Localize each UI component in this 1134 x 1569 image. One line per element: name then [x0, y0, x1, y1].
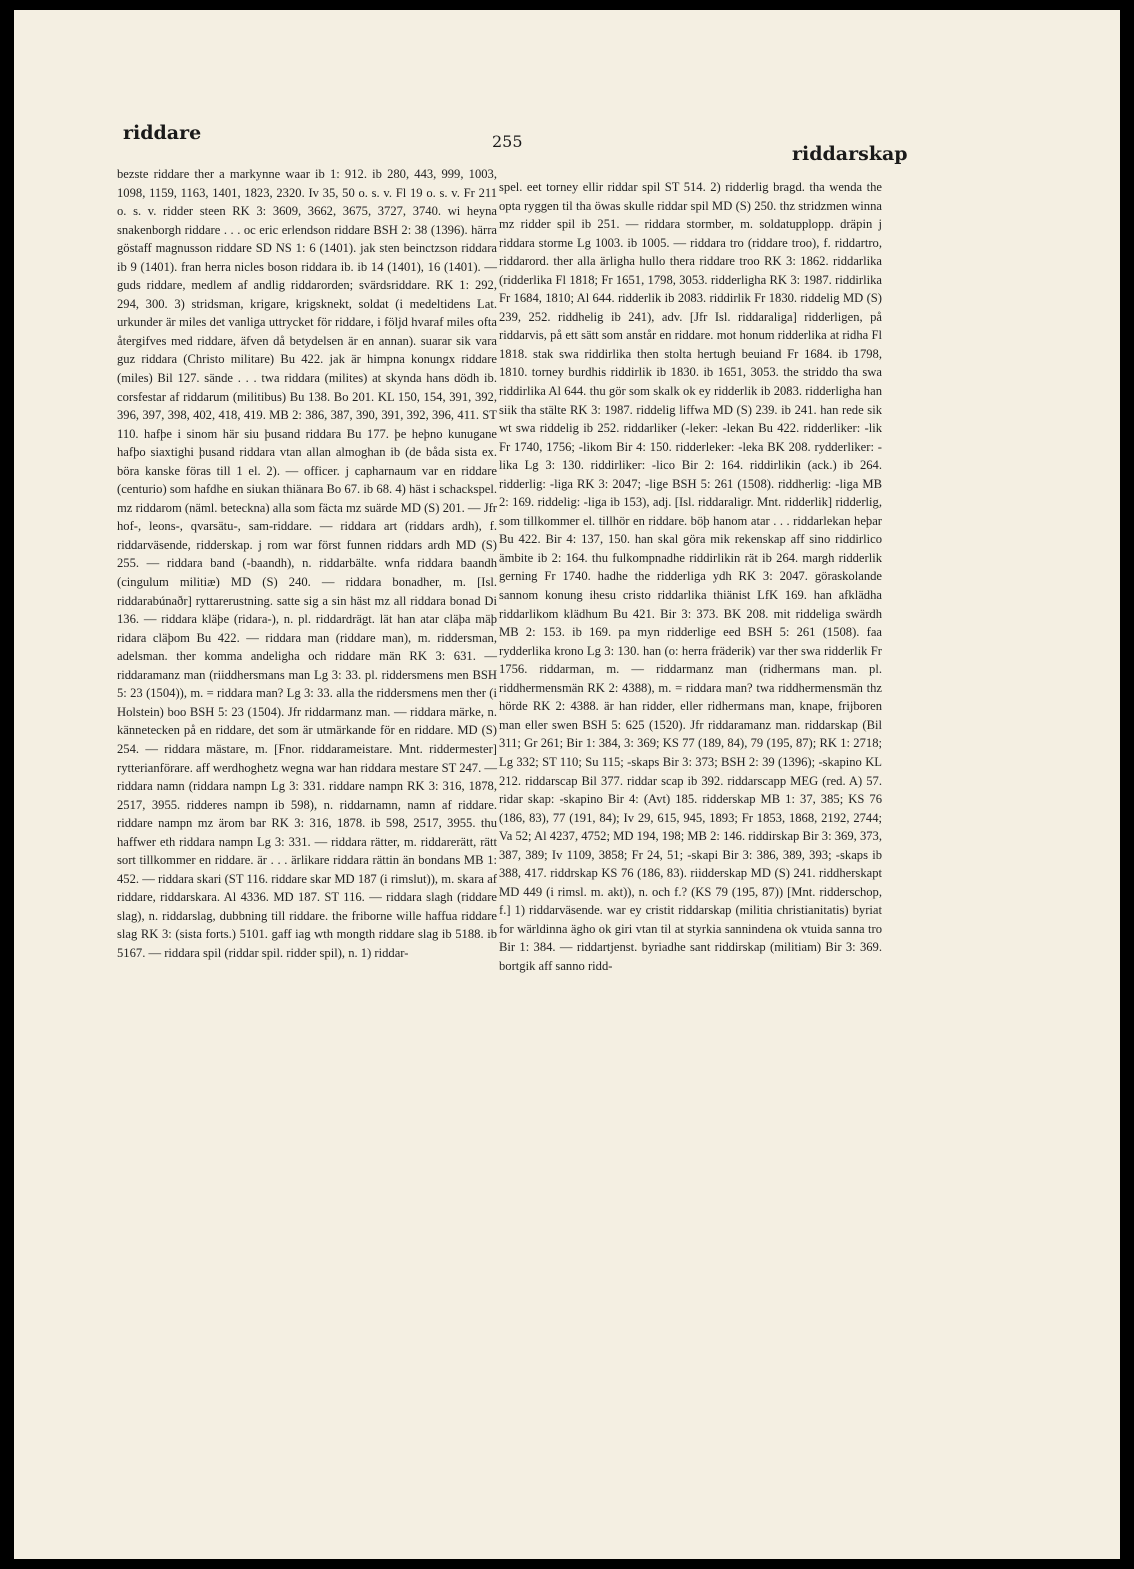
page-number: 255 [492, 132, 523, 151]
column-right-text: spel. eet torney ellir riddar spil ST 514. 2) ridderlig bragd. tha wenda the opta ryggen til tha öwas skulle riddar spil MD (S) 250. thz stridzmen winna mz ridder spil ib 251. — riddara stormber, m. soldatupplopp. dräpin j riddara storme Lg 1003. ib 1005. — riddara tro (riddare troo), f. riddartro, riddarord. ther alla ärligha hullo thera riddare troo RK 3: 1862. riddarlika (ridderlika Fl 1818; Fr 1651, 1798, 3053. ridderligha RK 3: 1987. riddirlika Fr 1684, 1810; Al 644. ridderlik ib 2083. riddirlik Fr 1830. riddelig MD (S) 239, 252. riddhelig ib 241), adv. [Jfr Isl. riddaraliga] ridderligen, på riddarvis, på ett sätt som anstår en riddare. mot honum ridderlika at ridha Fl 1818. stak swa riddirlika then stolta hertugh beuiand Fr 1684. ib 1798, 1810. torney burdhis riddirlik ib 1830. ib 1651, 3053. the striddo tha swa riddirlika Al 644. thu gör som skalk ok ey ridderlik ib 2083. ridderligha han siik tha stälte RK 3: 1987. riddelig liffwa MD (S) 239. ib 241. han rede sik wt swa riddelig ib 252. riddarliker (-leker: -lekan Bu 422. ridderliker: -lik Fr 1740, 1756; -likom Bir 4: 150. ridderleker: -leka BK 208. rydderliker: -lika Lg 3: 130. riddirliker: -lico Bir 2: 164. riddirlikin (ack.) ib 264. ridderlig: -liga RK 3: 2047; -lige BSH 5: 261 (1508). riddherlig: -liga MB 2: 169. riddelig: -liga ib 153), adj. [Isl. riddaraligr. Mnt. ridderlik] ridderlig, som tillkommer el. tillhör en riddare. böþ hanom atar . . . riddarlekan heþar Bu 422. Bir 4: 137, 150. han skal göra mik rekenskap aff sino riddirlico ämbite ib 2: 164. thu fulkompnadhe riddirlikin rät ib 264. margh ridderlik gerning Fr 1740. hadhe the ridderliga ydh RK 3: 2047. göraskolande sannom konung ihesu cristo riddarlika thiänist LfK 169. han afklädha riddarlikom klädhum Bu 421. Bir 3: 373. BK 208. mit riddeliga swärdh MB 2: 153. ib 169. pa myn ridderlige eed BSH 5: 261 (1508). faa rydderlika krono Lg 3: 130. han (o: herra fräderik) var ther swa ridderlik Fr 1756. riddarman, m. — riddarmanz man (ridhermans man. pl. riddhermensmän RK 2: 4388), m. = riddara man? twa riddhermensmän thz hörde RK 2: 4388. är han ridder, eller ridhermans man, knape, frijboren man eller swen BSH 5: 625 (1520). Jfr riddaramanz man. riddarskap (Bil 311; Gr 261; Bir 1: 384, 3: 369; KS 77 (189, 84), 79 (195, 87); RK 1: 2718; Lg 332; ST 110; Su 115; -skaps Bir 3: 373; BSH 2: 39 (1396); -skapino KL 212. riddarscap Bil 377. riddar scap ib 392. riddarscapp MEG (red. A) 57. ridar skap: -skapino Bir 4: (Avt) 185. ridderskap MB 1: 37, 385; KS 76 (186, 83), 77 (191, 84); Iv 29, 615, 945, 1893; Fr 1853, 1868, 2192, 2744; Va 52; Al 4237, 4752; MD 194, 198; MB 2: 146. riddirskap Bir 3: 369, 373, 387, 389; Iv 1109, 3858; Fr 24, 51; -skapi Bir 3: 386, 389, 393; -skaps ib 388, 417. riddrskap KS 76 (186, 83). riidderskap MD (S) 241. riddherskapt MD 449 (i rimsl. m. akt)), n. och f.? (KS 79 (195, 87)) [Mnt. ridderschop, f.] 1) riddarväsende. war ey cristit riddarskap (militia christianitatis) byriat for wärldinna ägho ok giri vtan til at styrkia sannindena ok vtuida sanna tro Bir 1: 384. — riddartjenst. byriadhe sant riddirskap (militiam) Bir 3: 369. bortgik aff sanno ridd- [499, 180, 882, 973]
running-head-right: riddarskap [792, 143, 908, 165]
running-head-left: riddare [123, 122, 202, 144]
page [14, 10, 1120, 1559]
column-left-text: bezste riddare ther a markynne waar ib 1: 912. ib 280, 443, 999, 1003, 1098, 1159, 1163, 1401, 1823, 2320. Iv 35, 50 o. s. v. Fl 19 o. s. v. Fr 211 o. s. v. ridder steen RK 3: 3609, 3662, 3675, 3727, 3740. wi heyna snakenborgh riddare . . . oc eric erlendson riddare BSH 2: 38 (1396). härra göstaff magnusson riddare SD NS 1: 6 (1401). jak sten beinctzson riddara ib 9 (1401). fran herra nicles boson riddara ib. ib 14 (1401), 16 (1401). — guds riddare, medlem af andlig riddarorden; svärdsriddare. RK 1: 292, 294, 300. 3) stridsman, krigare, krigsknekt, soldat (i medeltidens Lat. urkunder är miles det vanliga uttrycket för riddare, i följd hvaraf miles ofta återgifves med riddare, äfven då betydelsen är en annan). suarar sik vara guz riddara (Christo militare) Bu 422. jak är himpna konungx riddare (miles) Bil 127. sände . . . twa riddara (milites) at skynda hans dödh ib. corsfestar af riddarum (militibus) Bu 138. Bo 201. KL 150, 154, 391, 392, 396, 397, 398, 402, 418, 419. MB 2: 386, 387, 390, 391, 392, 396, 411. ST 110. hafþe i sinom här siu þusand riddara Bu 177. þe heþno kunugane hafþo siaxtighi þusand riddara vtan allan almoghan ib (de båda sista ex. böra kanske föras till 1 el. 2). — officer. j capharnaum var en riddare (centurio) som hafdhe en siukan thiänara Bo 67. ib 68. 4) häst i schackspel. mz riddarom (näml. beteckna) alla som fäcta mz suärde MD (S) 201. — Jfr hof-, leons-, qvarsätu-, sam-riddare. — riddara art (riddars ardh), f. riddarväsende, ridderskap. j rom war först funnen riddars ardh MD (S) 255. — riddara band (-baandh), n. riddarbälte. wnfa riddara baandh (cingulum militiæ) MD (S) 240. — riddara bonadher, m. [Isl. riddarabúnaðr] ryttarerustning. satte sig a sin häst mz all riddara bonad Di 136. — riddara kläþe (ridara-), n. pl. riddardrägt. lät han atar cläþa mäþ ridara cläþom Bu 422. — riddara man (riddare man), m. riddersman, adelsman. ther komma andeligha och riddare män RK 3: 631. — riddaramanz man (riiddhersmans man Lg 3: 33. pl. riddersmens men BSH 5: 23 (1504)), m. = riddara man? Lg 3: 33. alla the riddersmens men ther (i Holstein) boo BSH 5: 23 (1504). Jfr riddarmanz man. — riddara märke, n. kännetecken på en riddare, det som är utmärkande för en riddare. MD (S) 254. — riddara mästare, m. [Fnor. riddarameistare. Mnt. riddermester] rytterianförare. aff werdhoghetz wegna war han riddara mestare ST 247. — riddara namn (riddara nampn Lg 3: 331. riddare nampn RK 3: 316, 1878, 2517, 3955. ridderes nampn ib 598), n. riddarnamn, namn af riddare. riddare nampn mz ärom bar RK 3: 316, 1878. ib 598, 2517, 3955. thu haffwer eth riddara nampn Lg 3: 331. — riddara rätter, m. riddarerätt, rätt sort tillkommer en riddare. är . . . ärlikare riddara rättin än bondans MB 1: 452. — riddara skari (ST 116. riddare skar MD 187 (i rimslut)), m. skara af riddare, riddarskara. Al 4336. MD 187. ST 116. — riddara slagh (riddare slag), n. riddarslag, dubbning till riddare. the friborne wille haffua riddare slag RK 3: (sista forts.) 5101. gaff iag wth mongth riddare slag ib 5188. ib 5167. — riddara spil (riddar spil. ridder spil), n. 1) riddar- [117, 167, 497, 960]
